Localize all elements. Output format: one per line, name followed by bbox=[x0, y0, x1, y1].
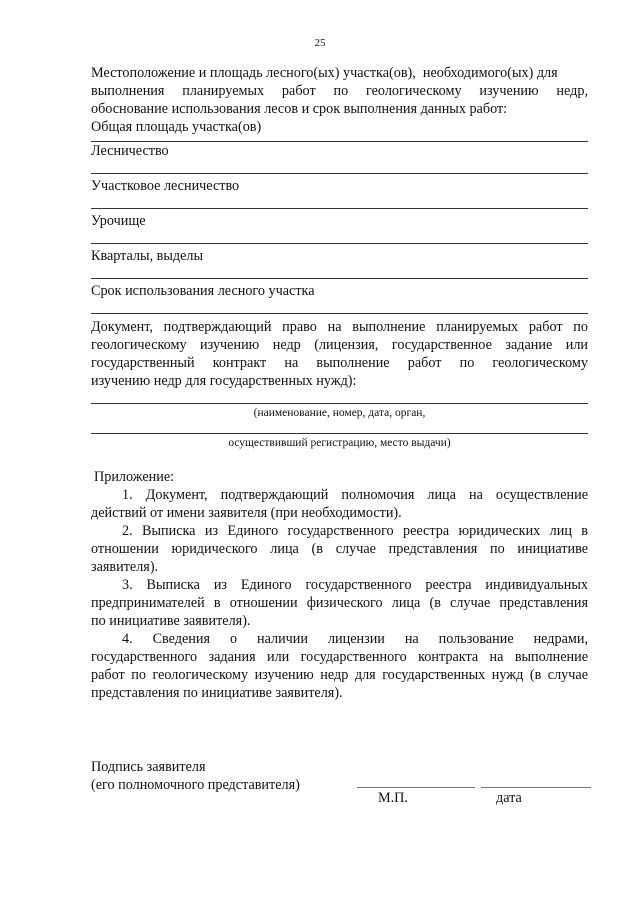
signature-block bbox=[91, 758, 300, 794]
date-fill-line[interactable] bbox=[481, 787, 591, 788]
field-usage-term bbox=[91, 282, 588, 314]
field-label-quarters: Кварталы, выделы bbox=[91, 248, 204, 264]
intro-line-2: выполнения планируемых работ по геологическому изучению недр, bbox=[91, 83, 588, 99]
attachment-3-line-2: предпринимателей в отношении физического лица (в случае представления bbox=[91, 595, 588, 611]
attachment-2-line-3: заявителя). bbox=[91, 559, 159, 575]
intro-paragraph bbox=[91, 64, 588, 118]
caption-document-name: (наименование, номер, дата, орган, bbox=[253, 407, 426, 419]
fill-line-forestry[interactable] bbox=[91, 173, 588, 174]
field-forestry bbox=[91, 142, 588, 174]
field-district-forestry bbox=[91, 177, 588, 209]
attachment-1-line-1: 1. Документ, подтверждающий полномочия лица на осуществление bbox=[122, 487, 588, 503]
attachment-item-1 bbox=[91, 486, 588, 522]
signature-label: Подпись заявителя bbox=[91, 759, 206, 775]
attachment-3-line-1: 3. Выписка из Единого государственного реестра индивидуальных bbox=[122, 577, 588, 593]
field-tract bbox=[91, 212, 588, 244]
document-line-2: геологическому изучению недр (лицензия, государственное задание или bbox=[91, 337, 588, 353]
attachment-2-line-1: 2. Выписка из Единого государственного реестра юридических лиц в bbox=[122, 523, 588, 539]
attachment-2-line-2: отношении юридического лица (в случае представления по инициативе bbox=[91, 541, 588, 557]
fill-line-tract[interactable] bbox=[91, 243, 588, 244]
attachment-1-line-2: действий от имени заявителя (при необходимости). bbox=[91, 505, 402, 521]
fill-line-usage-term[interactable] bbox=[91, 313, 588, 314]
field-label-forestry: Лесничество bbox=[91, 143, 169, 159]
document-line-1: Документ, подтверждающий право на выполнение планируемых работ по bbox=[91, 319, 588, 335]
fill-line-document-name[interactable] bbox=[91, 403, 588, 404]
attachments-heading: Приложение: bbox=[94, 469, 175, 485]
stamp-label: М.П. bbox=[378, 790, 408, 806]
field-label-usage-term: Срок использования лесного участка bbox=[91, 283, 315, 299]
attachments-section bbox=[91, 468, 588, 702]
fill-line-quarters[interactable] bbox=[91, 278, 588, 279]
attachment-4-line-4: представления по инициативе заявителя). bbox=[91, 685, 343, 701]
attachment-item-3 bbox=[91, 576, 588, 630]
field-quarters bbox=[91, 247, 588, 279]
fill-line-document-issuer[interactable] bbox=[91, 433, 588, 434]
signature-fill-line[interactable] bbox=[357, 787, 475, 788]
attachment-3-line-3: по инициативе заявителя). bbox=[91, 613, 251, 629]
document-line-4: изучению недр для государственных нужд): bbox=[91, 373, 357, 389]
field-label-total-area: Общая площадь участка(ов) bbox=[91, 119, 262, 135]
field-label-tract: Урочище bbox=[91, 213, 146, 229]
form-body bbox=[91, 64, 588, 702]
fill-line-district-forestry[interactable] bbox=[91, 208, 588, 209]
caption-document-issuer: осуществивший регистрацию, место выдачи) bbox=[228, 437, 451, 449]
document-line-3: государственный контракт на выполнение работ по геологическому bbox=[91, 355, 588, 371]
document-paragraph bbox=[91, 318, 588, 390]
attachment-item-4 bbox=[91, 630, 588, 702]
attachment-4-line-1: 4. Сведения о наличии лицензии на пользование недрами, bbox=[122, 631, 588, 647]
attachment-4-line-3: работ по геологическому изучению недр для государственных нужд (в случае bbox=[91, 667, 588, 683]
page-number: 25 bbox=[314, 37, 326, 49]
field-label-district-forestry: Участковое лесничество bbox=[91, 178, 240, 194]
attachment-4-line-2: государственного задания или государственного контракта на выполнение bbox=[91, 649, 588, 665]
date-label: дата bbox=[496, 790, 522, 806]
intro-line-1: Местоположение и площадь лесного(ых) участка(ов), необходимого(ых) для bbox=[91, 65, 558, 81]
signature-representative-label: (его полномочного представителя) bbox=[91, 777, 300, 793]
attachment-item-2 bbox=[91, 522, 588, 576]
field-total-area bbox=[91, 118, 588, 142]
intro-line-3: обоснование использования лесов и срок выполнения данных работ: bbox=[91, 101, 508, 117]
